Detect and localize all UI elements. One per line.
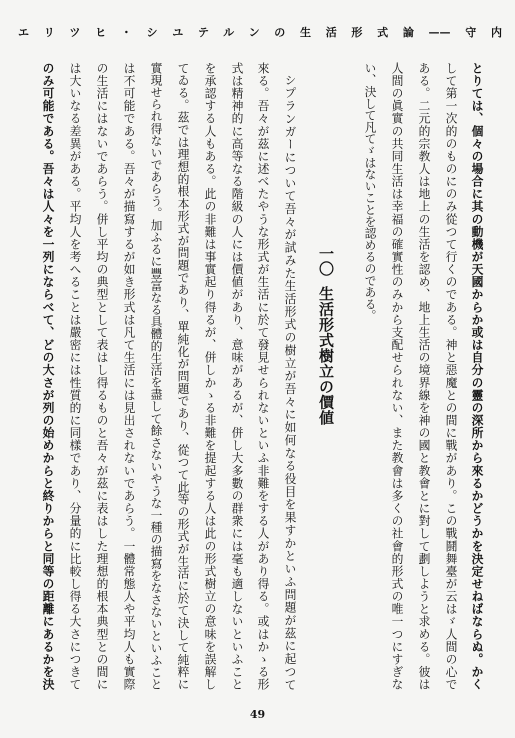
text-line-5: い、決して凡てゞはないことを認めるのである。 <box>363 62 377 322</box>
text-line-16: のみ可能である。吾々は人々を一列にならべて、どの大さが列の始めからと終りからと同等の距離にあるかを決 <box>41 62 55 690</box>
text-line-2: して第一次的のものにのみ從つて行くのである。神と惡魔との間に戰があり。この戰鬪舞臺が云はゞ人間の心で <box>444 62 458 690</box>
text-line-9: 式は精神的に高等なる階級の人には價値があり、意味があるが、併し大多數の群衆には毫も適しないといふこと <box>230 62 244 690</box>
running-head: エリツヒ・シユテルンの生活形式論——守内 <box>18 26 502 39</box>
text-line-12: 實現せられ得ないであらう。加ふるに豐富なる具體的生活を盡して餘さないやうな一種の描寫をなさないといふこと <box>149 62 163 690</box>
section-title: 生活形式樹立の價値 <box>317 286 335 426</box>
text-line-14: の生活にはないであらう。併し平均の典型として表はし得るものと吾々が茲に表はした理想的根本典型との間に <box>95 62 109 690</box>
text-line-3: ある。二元的宗教人は地上の生活を認め、地上生活の境界線を神の國と教會とに對して劃しようと求める。彼は <box>417 62 431 690</box>
section-number: 一〇 <box>317 246 335 276</box>
text-line-7: シプランガーについて吾々が試みた生活形式の樹立が吾々に如何なる役目を果すかといふ問題が茲に起つて <box>283 73 297 690</box>
text-line-1: とりては、個々の場合に其の動機が天國からか或は自分の靈の深所から來るかどうかを決定せねばならぬ。かく <box>470 62 484 690</box>
text-line-10: を承認する人もある。此の非難は事實起り得るが、併しかゝる非難を提起する人は此の形式樹立の意味を誤解し <box>203 62 217 690</box>
page-number: 49 <box>249 708 266 721</box>
text-line-13: は不可能である。吾々が描寫するが如き形式は凡て生活には見出されないであらう。一體常態人や平均人も實際 <box>122 62 136 690</box>
section-heading <box>313 246 339 446</box>
text-line-15: は大いなる差異がある。平均人を考へることは嚴密には性質的に同樣であり、分量的に比較し得る大さにつきて <box>68 62 82 690</box>
text-line-11: てゐる。茲では理想的根本形式が問題であり、單純化が問題であり、從つて此等の形式が生活に於て決して純粹に <box>176 62 190 690</box>
text-line-4: 人間の眞實の共同生活は幸福の確實性のみから支配せられない、また教會は多くの社會的形式の唯一つにすぎな <box>390 62 404 690</box>
text-line-8: 來る。吾々が茲に述べたやうな形式が生活に於て發見せられないといふ非難をする人があり得る。或はかゝる形 <box>256 62 270 690</box>
